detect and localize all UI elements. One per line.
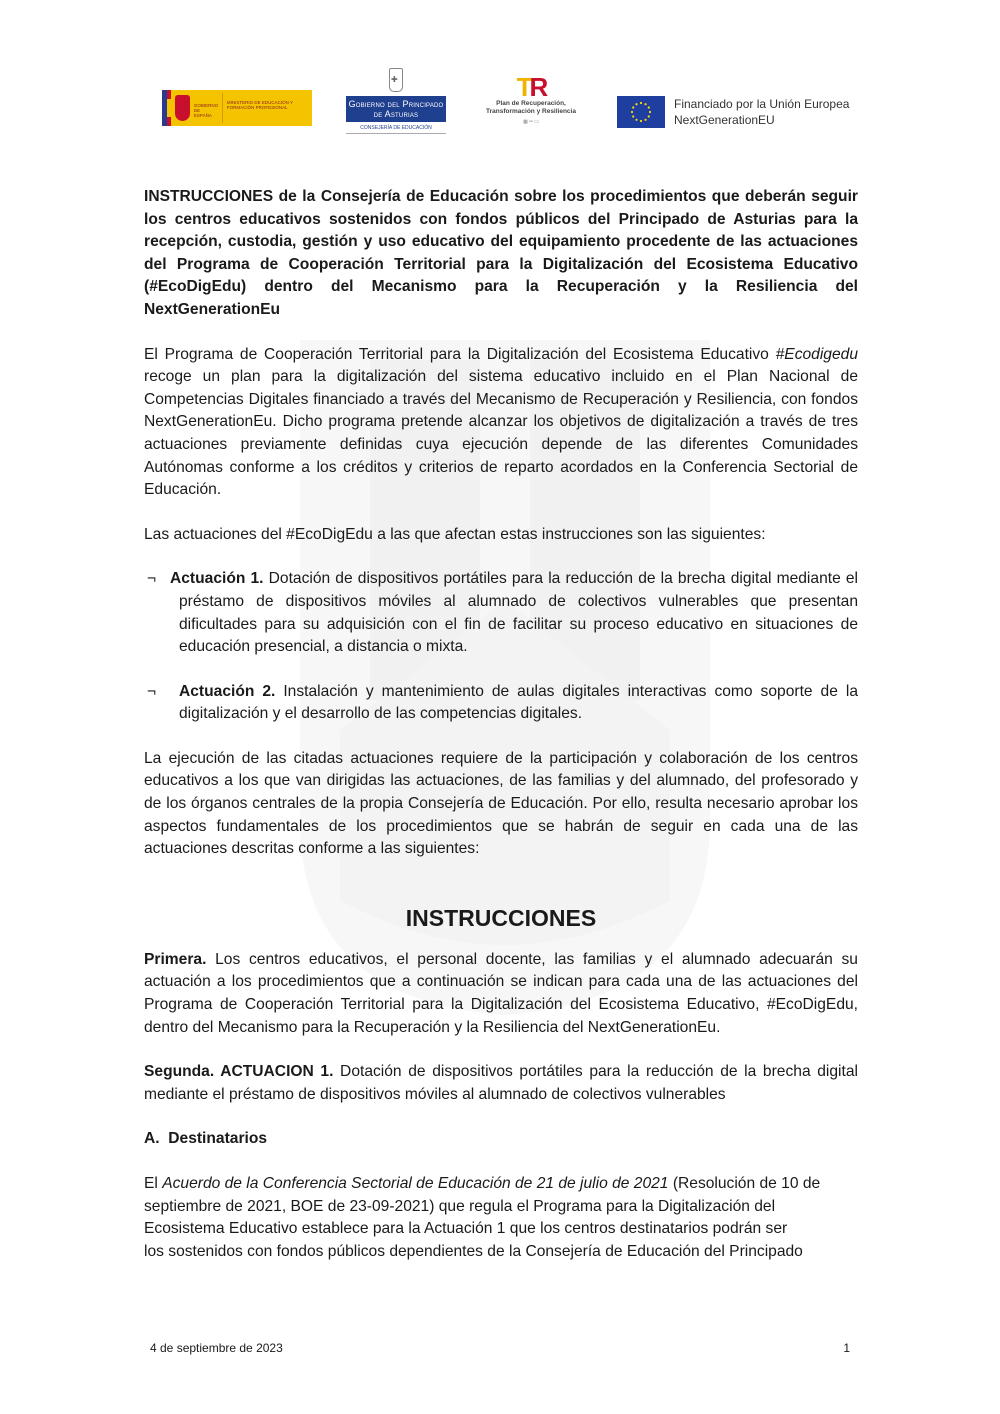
footer-date: 4 de septiembre de 2023	[150, 1341, 283, 1355]
bullet-text: Dotación de dispositivos portátiles para la reducción de la brecha digital mediante el préstamo de dispositivos móviles al alumnado de colectivos vulnerables que presentan dificultades para su adquisición con el fin de facilitar su proceso educativo en situaciones de educación presencial, a distancia o mixta.	[179, 570, 858, 656]
eu-star-icon	[640, 120, 642, 122]
acuerdo-citation: Acuerdo de la Conferencia Sectorial de Educación de 21 de julio de 2021	[162, 1175, 669, 1192]
document-title: INSTRUCCIONES de la Consejería de Educación sobre los procedimientos que deberán seguir los centros educativos sostenidos con fondos públicos del Principado de Asturias para la recepción, custodia, gestión y uso educativo del equipamiento procedente de las actuaciones del Programa de Cooperación Territorial para la Digitalización del Ecosistema Educativo (#EcoDigEdu) dentro del Mecanismo para la Recuperación y la Resiliencia del NextGenerationEu	[144, 188, 858, 318]
spain-coat-of-arms-icon	[175, 95, 190, 121]
eu-star-icon	[632, 106, 634, 108]
primera-text: Los centros educativos, el personal docente, las familias y el alumnado adecuarán su actuación a los procedimientos que a continuación se indican para cada una de las actuaciones del Programa de Cooperación Territorial para la Digitalización del Ecosistema Educativo, #EcoDigEdu, dentro del Mecanismo para la Recuperación y la Resiliencia del NextGenerationEu.	[144, 950, 858, 1036]
destinatarios-line: septiembre de 2021, BOE de 23-09-2021) que regula el Programa para la Digitalización del	[144, 1197, 776, 1215]
intro-lead: El Programa de Cooperación Territorial para la Digitalización del Ecosistema Educativo	[144, 345, 776, 363]
primera-paragraph	[144, 949, 858, 1039]
asturias-emblem-icon	[389, 68, 403, 92]
logo-asturias-subtitle: CONSEJERÍA DE EDUCACIÓN	[346, 125, 446, 134]
destinatarios-paragraph	[144, 1173, 858, 1263]
logo-plan-line1: Plan de Recuperación,	[496, 100, 566, 107]
logo-eu-text	[674, 96, 849, 128]
segunda-label: Segunda. ACTUACION 1.	[144, 1063, 334, 1081]
eu-star-icon	[649, 111, 651, 113]
destinatarios-line: (Resolución de 10 de	[668, 1175, 821, 1192]
spain-flag-bar	[162, 90, 171, 126]
logo-asturias-title: Gobierno del Principado de Asturias	[346, 96, 446, 122]
page-number: 1	[843, 1341, 850, 1355]
ejecucion-paragraph: La ejecución de las citadas actuaciones requiere de la participación y colaboración de los centros educativos a los que van dirigidas las actuaciones, de las familias y del alumnado, del profesorado y de los órganos centrales de la propia Consejería de Educación. Por ello, resulta necesario aprobar los aspectos fundamentales de los procedimientos que se habrán de seguir en cada una de las actuaciones descritas conforme a las siguientes:	[144, 749, 858, 858]
bullet-text: Instalación y mantenimiento de aulas digitales interactivas como soporte de la digitalización y el desarrollo de las competencias digitales.	[179, 682, 858, 723]
destinatarios-lead: El	[144, 1175, 163, 1192]
small-government-marks-icon: ▦ ═ ▭	[523, 119, 539, 125]
eu-star-icon	[644, 103, 646, 105]
logo-principado-asturias	[346, 68, 446, 142]
plan-recuperacion-tr-icon: TR	[516, 72, 546, 102]
logo-divider	[222, 93, 223, 123]
intro-rest: recoge un plan para la digitalización del sistema educativo incluido en el Plan Nacional de Competencias Digitales financiado a través del Mecanismo de Recuperación y Resiliencia, con fondos NextGenerationEu. Dicho programa pretende alcanzar los objetivos de digitalización a través de tres actuaciones previamente definidas cuya ejecución depende de las diferentes Comunidades Autónomas conforme a los créditos y criterios de reparto acordados en la Conferencia Sectorial de Educación.	[144, 368, 858, 499]
bullet-mark: ¬	[147, 570, 157, 588]
intro-paragraph	[144, 344, 858, 502]
eu-financiado-text: Financiado por la Unión Europea	[674, 97, 850, 111]
eu-star-icon	[648, 115, 650, 117]
eu-star-icon	[635, 119, 637, 121]
eu-star-icon	[640, 102, 642, 104]
page-footer	[150, 1341, 850, 1355]
instrucciones-heading: INSTRUCCIONES	[405, 904, 597, 931]
bullet-label: Actuación 1.	[170, 570, 264, 588]
logo-gobierno-espana	[162, 90, 312, 126]
segunda-text: Dotación de dispositivos portátiles para la reducción de la brecha digital mediante el préstamo de dispositivos móviles al alumnado de colectivos vulnerables	[144, 1063, 858, 1103]
logo-ministerio-text: MINISTERIO DE EDUCACIÓN Y FORMACIÓN PROFESIONAL	[226, 100, 293, 110]
segunda-paragraph	[144, 1061, 858, 1106]
primera-label: Primera.	[144, 950, 207, 968]
eu-star-icon	[631, 111, 633, 113]
logo-gobierno-espana-text: GOBIERNO DE ESPAÑA	[193, 103, 219, 118]
eu-star-icon	[632, 115, 634, 117]
document-body	[144, 186, 858, 1263]
bullet-label: Actuación 2.	[179, 682, 276, 700]
logo-plan-recuperacion	[476, 74, 586, 144]
bullet-actuacion-2	[144, 681, 858, 726]
eu-star-icon	[635, 103, 637, 105]
bullet-mark: ¬	[147, 682, 157, 700]
eu-nextgen-text: NextGenerationEU	[674, 113, 775, 127]
bullet-actuacion-1	[144, 568, 858, 658]
intro-hashtag: #Ecodigedu	[775, 345, 858, 363]
section-a-heading: A. Destinatarios	[144, 1130, 268, 1148]
actuaciones-intro: Las actuaciones del #EcoDigEdu a las que afectan estas instrucciones son las siguientes:	[144, 525, 766, 543]
destinatarios-line: los sostenidos con fondos públicos dependientes de la Consejería de Educación del Principado	[144, 1242, 803, 1260]
logo-plan-line2: Transformación y Resiliencia	[486, 108, 576, 115]
destinatarios-line: Ecosistema Educativo establece para la Actuación 1 que los centros destinatarios podrán ser	[144, 1220, 788, 1238]
logo-header	[0, 62, 1000, 152]
eu-star-icon	[644, 119, 646, 121]
eu-flag-icon	[617, 96, 665, 128]
eu-star-icon	[648, 106, 650, 108]
